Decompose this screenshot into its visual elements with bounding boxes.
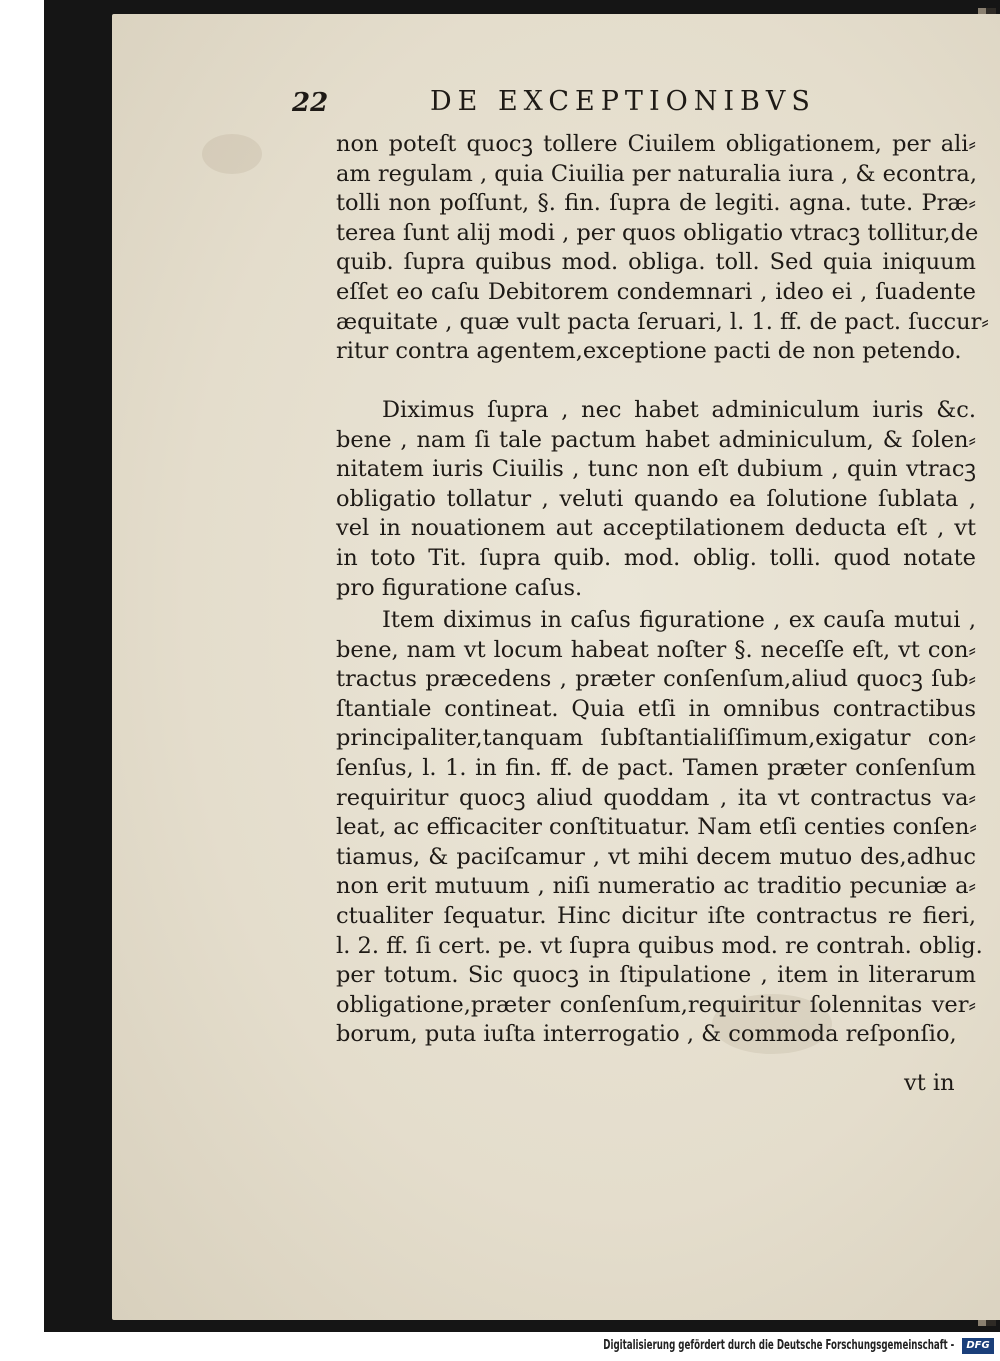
text-line: quib. ſupra quibus mod. obliga. toll. Sed quia iniquum [336,249,976,276]
paragraph [336,396,976,603]
text-line: bene, nam vt locum habeat noſter §. neceſſe eſt, vt con⸗ [336,636,976,663]
text-line: requiritur quocꝫ aliud quoddam , ita vt contractus va⸗ [336,784,976,811]
text-line: terea ſunt alij modi , per quos obligatio vtracꝫ tollitur,de [336,219,979,246]
text-line: in toto Tit. ſupra quib. mod. oblig. tolli. quod notate [336,544,976,571]
paragraph [336,130,989,367]
text-line: am regulam , quia Ciuilia per naturalia iura , & econtra, [336,160,977,187]
text-line: per totum. Sic quocꝫ in ſtipulatione , item in literarum [336,962,976,989]
text-line: l. 2. ff. ſi cert. pe. vt ſupra quibus mod. re contrah. oblig. [336,932,983,959]
paragraph [336,606,983,1050]
running-head: DE EXCEPTIONIBVS [430,86,816,117]
page-number: 22 [292,88,329,118]
text-line: pro figuratione caſus. [336,574,583,601]
catchword: vt in [904,1070,955,1096]
dfg-logo: DFG [962,1338,994,1354]
text-line: obligatio tollatur , veluti quando ea ſolutione ſublata , [336,485,976,512]
text-line: non poteſt quocꝫ tollere Ciuilem obligationem, per ali⸗ [336,131,976,157]
text-line: eſſet eo caſu Debitorem condemnari , ideo ei , ſuadente [336,278,976,305]
funding-notice: Digitalisierung gefördert durch die Deutsche Forschungsgemeinschaft - [603,1338,954,1353]
text-line: Diximus ſupra , nec habet adminiculum iuris &c. [382,397,976,423]
text-line: ritur contra agentem,exceptione pacti de non petendo. [336,338,962,365]
text-line: nitatem iuris Ciuilis , tunc non eſt dubium , quin vtracꝫ [336,456,976,483]
text-line: bene , nam ſi tale pactum habet adminiculum, & ſolen⸗ [336,426,976,453]
text-line: ſtantiale contineat. Quia etſi in omnibus contractibus [336,695,976,722]
text-line: obligatione,præter conſenſum,requiritur ſolennitas ver⸗ [336,991,976,1018]
text-line: tolli non poſſunt, §. fin. ſupra de legiti. agna. tute. Præ⸗ [336,190,976,217]
text-line: vel in nouationem aut acceptilationem deducta eſt , vt [336,515,976,542]
text-line: principaliter,tanquam ſubſtantialiſſimum,exigatur con⸗ [336,725,976,752]
text-line: æquitate , quæ vult pacta ſeruari, l. 1. ff. de pact. ſuccur⸗ [336,308,989,335]
text-line: ſenſus, l. 1. in fin. ff. de pact. Tamen præter conſenſum [336,754,976,781]
text-line: non erit mutuum , niſi numeratio ac traditio pecuniæ a⸗ [336,873,976,900]
text-line: ctualiter ſequatur. Hinc dicitur iſte contractus re fieri, [336,902,976,929]
book-page [112,14,1000,1320]
text-line: borum, puta iuſta interrogatio , & commoda reſponſio, [336,1021,957,1048]
text-line: leat, ac efficaciter conſtituatur. Nam etſi centies conſen⸗ [336,814,977,841]
text-line: Item diximus in caſus figuratione , ex cauſa mutui , [382,607,976,633]
text-line: tractus præcedens , præter conſenſum,aliud quocꝫ ſub⸗ [336,666,976,693]
text-line: tiamus, & paciſcamur , vt mihi decem mutuo des,adhuc [336,843,976,870]
page-text-block [112,14,1000,1320]
